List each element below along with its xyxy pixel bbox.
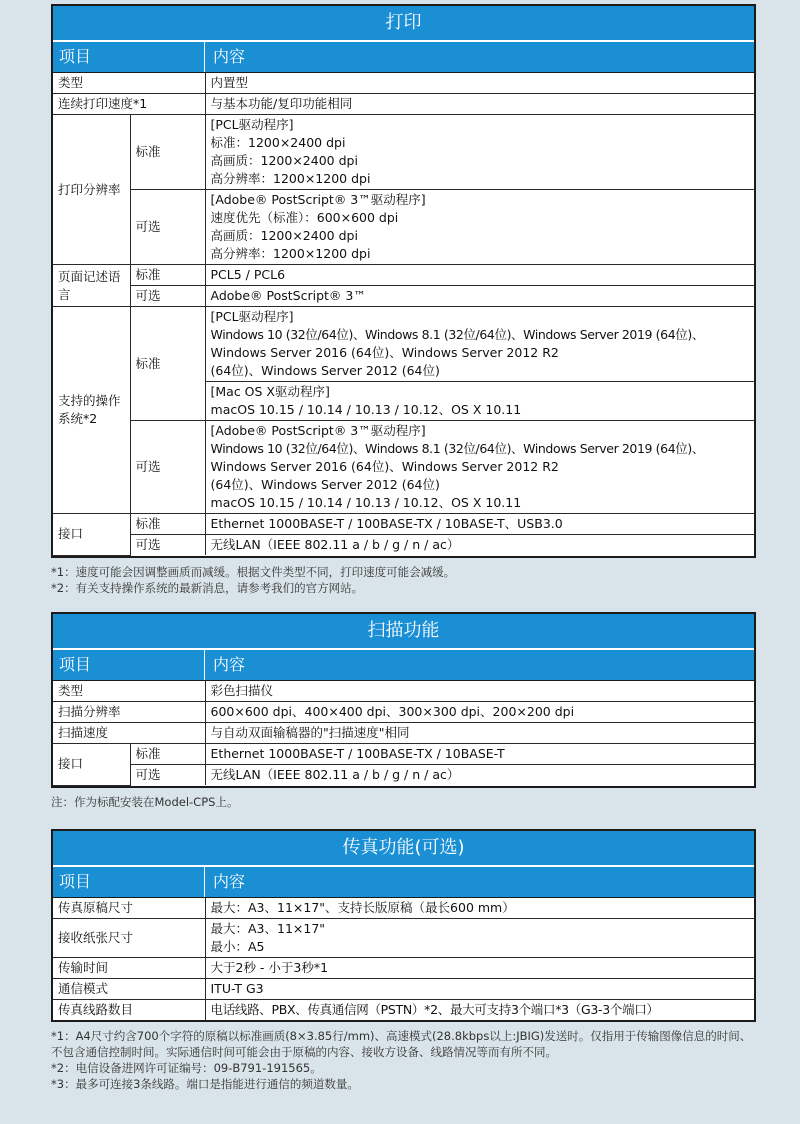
header-content: 内容 <box>213 872 246 891</box>
row-value-speed: 与自动双面输稿器的"扫描速度"相同 <box>205 723 754 744</box>
table-row <box>53 514 754 535</box>
note: 注：作为标配安装在Model-CPS上。 <box>51 794 239 809</box>
fax-section <box>51 829 756 1092</box>
line: 高画质：1200×2400 dpi <box>210 153 358 168</box>
if-opt-value: 无线LAN（IEEE 802.11 a / b / g / n / ac） <box>205 765 754 786</box>
header-content: 内容 <box>213 655 246 674</box>
line: 高分辨率：1200×1200 dpi <box>210 246 371 261</box>
table-row <box>53 1000 754 1021</box>
print-header-row <box>53 42 754 73</box>
line: (64位)、Windows Server 2012 (64位) <box>210 363 440 378</box>
line: macOS 10.15 / 10.14 / 10.13 / 10.12、OS X 10.11 <box>210 495 522 510</box>
table-row <box>53 681 754 702</box>
row-label-resolution: 扫描分辨率 <box>53 702 205 723</box>
row-label-resolution: 打印分辨率 <box>53 115 130 265</box>
table-row <box>53 73 754 94</box>
line: Windows Server 2016 (64位)、Windows Server 2012 R2 <box>210 459 559 474</box>
line: [Mac OS X驱动程序] <box>210 384 330 399</box>
table-row <box>53 702 754 723</box>
fax-header-row <box>53 867 754 898</box>
print-section <box>51 4 756 596</box>
if-opt-value: 无线LAN（IEEE 802.11 a / b / g / n / ac） <box>205 535 754 556</box>
line: 速度优先（标准）：600×600 dpi <box>210 210 399 225</box>
if-opt-label: 可选 <box>130 765 205 786</box>
if-std-label: 标准 <box>130 744 205 765</box>
header-item: 项目 <box>53 867 205 897</box>
row-value-size: 最大：A3、11×17"、支持长版原稿（最长600 mm） <box>205 898 754 919</box>
table-row <box>53 919 754 958</box>
table-row <box>53 421 754 514</box>
table-row <box>53 723 754 744</box>
table-row <box>53 898 754 919</box>
table-row <box>53 115 754 190</box>
line: 最大：A3、11×17" <box>210 921 326 936</box>
row-label-interface: 接口 <box>53 514 130 556</box>
header-content: 内容 <box>213 47 246 66</box>
note: *2：有关支持操作系统的最新消息，请参考我们的官方网站。 <box>51 580 364 595</box>
row-value-time: 大于2秒 - 小于3秒*1 <box>205 958 754 979</box>
print-table-box <box>51 4 756 558</box>
res-std-label: 标准 <box>130 115 205 190</box>
table-row <box>53 744 754 765</box>
table-row <box>53 535 754 556</box>
pdl-opt-value: Adobe® PostScript® 3™ <box>205 286 754 307</box>
res-opt-label: 可选 <box>130 190 205 265</box>
os-opt-label: 可选 <box>130 421 205 514</box>
scan-table-box <box>51 612 756 788</box>
scan-header-row <box>53 650 754 681</box>
print-title: 打印 <box>53 6 754 42</box>
line: [Adobe® PostScript® 3™驱动程序] <box>210 192 426 207</box>
row-label-mode: 通信模式 <box>53 979 205 1000</box>
table-row <box>53 94 754 115</box>
row-label-interface: 接口 <box>53 744 130 786</box>
table-row <box>53 286 754 307</box>
pdl-opt-label: 可选 <box>130 286 205 307</box>
scan-notes <box>51 794 756 810</box>
fax-title: 传真功能(可选) <box>53 831 754 867</box>
row-value-type: 彩色扫描仪 <box>205 681 754 702</box>
line: Windows 10 (32位/64位)、Windows 8.1 (32位/64位)、Windows Server 2019 (64位)、 <box>210 327 704 342</box>
line: Windows 10 (32位/64位)、Windows 8.1 (32位/64位)、Windows Server 2019 (64位)、 <box>210 441 704 456</box>
line: 高分辨率：1200×1200 dpi <box>210 171 371 186</box>
os-std-value-mac <box>205 382 754 421</box>
os-std-value-pcl <box>205 307 754 382</box>
note: *3：最多可连接3条线路。端口是指能进行通信的频道数量。 <box>51 1077 359 1091</box>
row-value-type: 内置型 <box>205 73 754 94</box>
row-value-mode: ITU-T G3 <box>205 979 754 1000</box>
line: 高画质：1200×2400 dpi <box>210 228 358 243</box>
if-std-label: 标准 <box>130 514 205 535</box>
os-std-label: 标准 <box>130 307 205 421</box>
row-label-pdl: 页面记述语言 <box>53 265 130 307</box>
note: *2：电信设备进网许可证编号：09-B791-191565。 <box>51 1061 322 1075</box>
res-std-value <box>205 115 754 190</box>
line: 最小：A5 <box>210 939 265 954</box>
row-value-lines: 电话线路、PBX、传真通信网（PSTN）*2、最大可支持3个端口*3（G3-3个端口） <box>205 1000 754 1021</box>
if-std-value: Ethernet 1000BASE-T / 100BASE-TX / 10BASE-T、USB3.0 <box>205 514 754 535</box>
os-opt-value <box>205 421 754 514</box>
line: [PCL驱动程序] <box>210 117 294 132</box>
line: 标准：1200×2400 dpi <box>210 135 346 150</box>
line: [Adobe® PostScript® 3™驱动程序] <box>210 423 426 438</box>
line: (64位)、Windows Server 2012 (64位) <box>210 477 440 492</box>
row-value-resolution: 600×600 dpi、400×400 dpi、300×300 dpi、200×200 dpi <box>205 702 754 723</box>
table-row <box>53 958 754 979</box>
note: *1：速度可能会因调整画质而减缓。根据文件类型不同，打印速度可能会减缓。 <box>51 564 456 579</box>
print-spec-table <box>53 73 754 556</box>
res-opt-value <box>205 190 754 265</box>
print-notes <box>51 564 756 596</box>
row-label-size: 传真原稿尺寸 <box>53 898 205 919</box>
row-label-lines: 传真线路数目 <box>53 1000 205 1021</box>
table-row <box>53 265 754 286</box>
row-label-paper: 接收纸张尺寸 <box>53 919 205 958</box>
row-label-os: 支持的操作系统*2 <box>53 307 130 514</box>
line: [PCL驱动程序] <box>210 309 294 324</box>
row-label-speed: 连续打印速度*1 <box>53 94 205 115</box>
table-row <box>53 765 754 786</box>
row-label-speed: 扫描速度 <box>53 723 205 744</box>
line: Windows Server 2016 (64位)、Windows Server 2012 R2 <box>210 345 559 360</box>
fax-table-box <box>51 829 756 1022</box>
header-item: 项目 <box>53 42 205 72</box>
scan-section <box>51 612 756 810</box>
row-label-type: 类型 <box>53 73 205 94</box>
scan-title: 扫描功能 <box>53 614 754 650</box>
fax-notes <box>51 1028 756 1092</box>
pdl-std-label: 标准 <box>130 265 205 286</box>
row-value-speed: 与基本功能/复印功能相同 <box>205 94 754 115</box>
if-opt-label: 可选 <box>130 535 205 556</box>
row-label-time: 传输时间 <box>53 958 205 979</box>
row-label-type: 类型 <box>53 681 205 702</box>
table-row <box>53 190 754 265</box>
note: *1：A4尺寸约含700个字符的原稿以标准画质(8×3.85行/mm)、高速模式(28.8kbps以上:JBIG)发送时。仅指用于传输图像信息的时间、不包含通信控制时间。实际通信时间可能会由于原稿的内容、接收方设备、线路情况等而有所不同。 <box>51 1029 752 1059</box>
pdl-std-value: PCL5 / PCL6 <box>205 265 754 286</box>
header-item: 项目 <box>53 650 205 680</box>
fax-spec-table <box>53 898 754 1020</box>
if-std-value: Ethernet 1000BASE-T / 100BASE-TX / 10BASE-T <box>205 744 754 765</box>
line: macOS 10.15 / 10.14 / 10.13 / 10.12、OS X 10.11 <box>210 402 522 417</box>
row-value-paper <box>205 919 754 958</box>
table-row <box>53 979 754 1000</box>
table-row <box>53 307 754 382</box>
scan-spec-table <box>53 681 754 786</box>
